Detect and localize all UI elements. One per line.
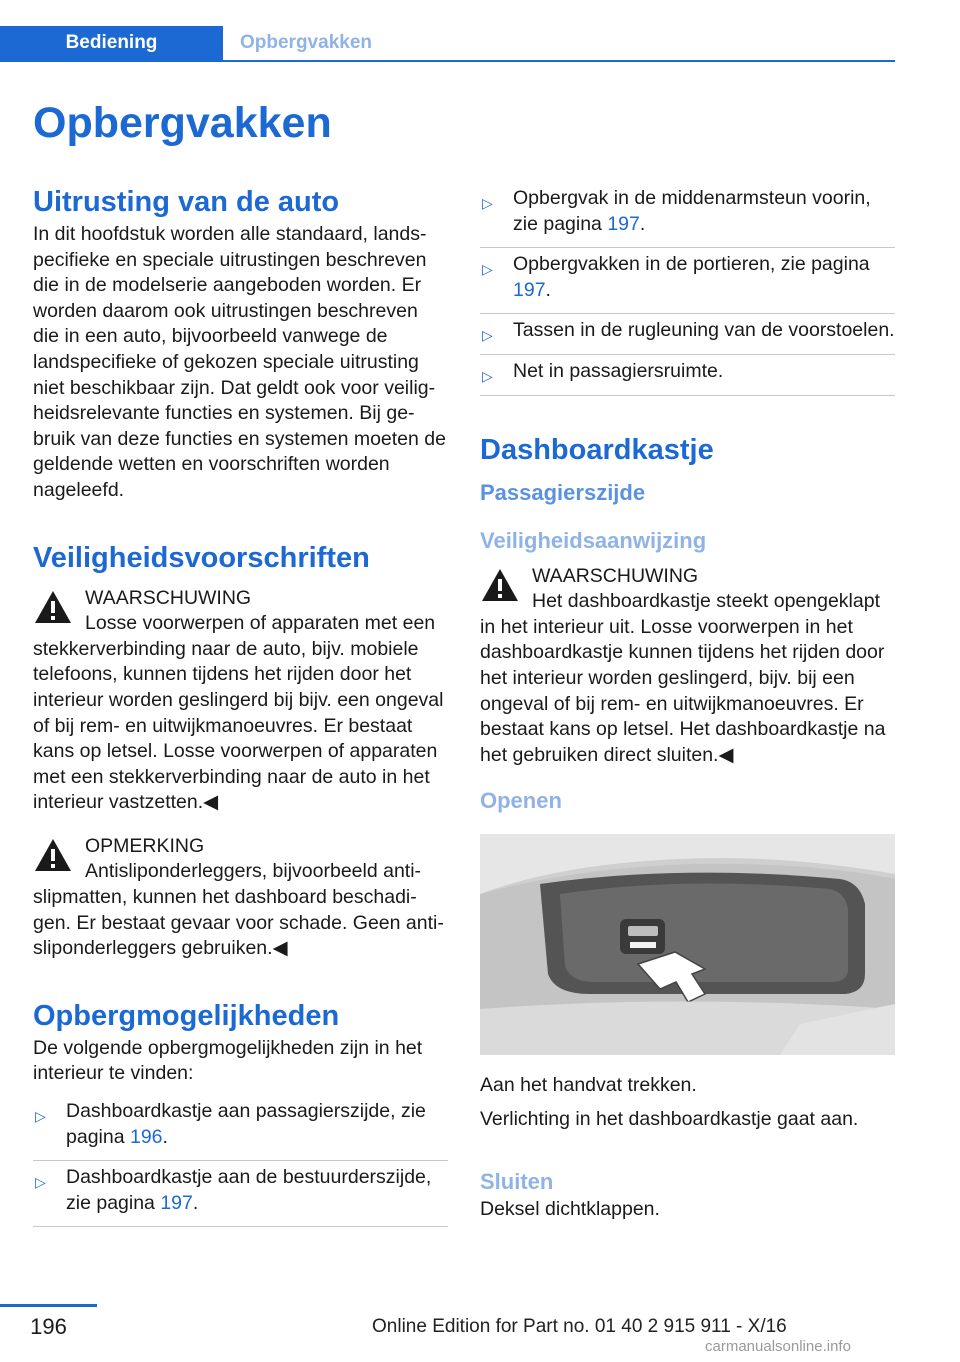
- open-instruction-1: Aan het handvat trekken.: [480, 1074, 697, 1097]
- list-item: ▷ Opbergvakken in de portieren, zie pagina 197.: [480, 248, 895, 314]
- bullet-triangle-icon: ▷: [35, 1108, 46, 1125]
- glovebox-illustration: [480, 834, 895, 1055]
- list-item: ▷ Net in passagiersruimte.: [480, 355, 895, 396]
- tab-opbergvakken[interactable]: Opbergvakken: [240, 32, 372, 53]
- bullet-triangle-icon: ▷: [482, 367, 493, 384]
- section-text-uitrusting: In dit hoofdstuk worden alle standaard, landspecifieke en speciale uitrustingen beschreven die in de modelserie aangeboden worden. Er worden daarom ook uitrustingen beschreven die in een auto, bijvoorbeeld vanwege de landspecifieke of gekozen speciale uitrusting niet beschikbaar zijn. Dat geldt ook voor veiligheidsrelevante functies en systemen. Bij gebruik van deze functies en systemen moeten de geldende wetten en voorschriften worden nageleefd.: [33, 223, 446, 501]
- subheading-sluiten: Sluiten: [480, 1168, 554, 1194]
- page-link[interactable]: 197: [160, 1191, 193, 1214]
- edition-text: Online Edition for Part no. 01 40 2 915 911 - X/16: [372, 1316, 787, 1337]
- list-item: ▷ Tassen in de rugleuning van de voorstoelen.: [480, 314, 895, 355]
- note-block: [33, 834, 448, 962]
- warning-text: Het dashboardkastje steekt opengeklapt in het interieur uit. Losse voorwerpen in het dashboardkastje kunnen tijdens het rijden door het interieur worden geslingerd, bijv. bij een ongeval of bij rem- en uitwijkmanoeuvres. Er bestaat kans op letsel. Het dashboardkastje na het gebruiken direct sluiten.◀: [480, 590, 886, 766]
- footer-divider: [0, 1304, 97, 1307]
- subheading-passagierszijde: Passagierszijde: [480, 479, 646, 505]
- warning-triangle-icon: [33, 837, 73, 873]
- page-number: 196: [30, 1314, 67, 1339]
- bullet-triangle-icon: ▷: [482, 261, 493, 278]
- close-instruction: Deksel dichtklappen.: [480, 1197, 660, 1220]
- subheading-veiligheidsaanwijzing: Veiligheidsaanwijzing: [480, 527, 707, 553]
- header-divider: [0, 60, 895, 62]
- section-heading-veiligheid: Veiligheidsvoorschriften: [33, 541, 370, 574]
- section-heading-dashboardkastje: Dashboardkastje: [480, 433, 714, 466]
- warning-label: WAARSCHUWING: [532, 564, 699, 587]
- list-item: ▷ Opbergvak in de middenarmsteun voorin, zie pagina 197.: [480, 182, 895, 248]
- page-link[interactable]: 197: [607, 212, 640, 235]
- note-label: OPMERKING: [85, 834, 205, 857]
- warning-text: Losse voorwerpen of apparaten met een stekkerverbinding naar de auto, bijv. mobiele telefoons, kunnen tijdens het rijden door het interieur worden geslingerd bij bijv. een ongeval of bij rem- en uitwijkmanoeuvres. Er bestaat kans op letsel. Losse voorwerpen of apparaten met een stekkerverbinding naar de auto in het interieur vastzetten.◀: [33, 612, 444, 814]
- list-item: ▷ Dashboardkastje aan passagierszijde, zie pagina 196.: [33, 1095, 448, 1161]
- list-item: ▷ Dashboardkastje aan de bestuurderszijde, zie pagina 197.: [33, 1161, 448, 1227]
- page-link[interactable]: 196: [129, 1125, 163, 1148]
- bullet-triangle-icon: ▷: [35, 1174, 46, 1191]
- subheading-openen: Openen: [480, 788, 562, 814]
- page-link[interactable]: 197: [513, 278, 546, 301]
- page-header: [0, 0, 895, 62]
- warning-triangle-icon: [33, 589, 73, 625]
- page-title: Opbergvakken: [33, 99, 332, 147]
- bullet-triangle-icon: ▷: [482, 327, 493, 344]
- section-heading-uitrusting: Uitrusting van de auto: [33, 186, 340, 218]
- storage-list-right: [480, 182, 895, 396]
- note-text: Antisliponderleggers, bijvoorbeeld antislipmatten, kunnen het dashboard beschadigen. Er bestaat gevaar voor schade. Geen antisliponderleggers gebruiken.◀: [33, 860, 444, 960]
- glovebox-image: [480, 834, 895, 1055]
- warning-triangle-icon: [480, 567, 520, 603]
- warning-label: WAARSCHUWING: [85, 586, 252, 609]
- open-instruction-2: Verlichting in het dashboardkastje gaat aan.: [480, 1107, 859, 1130]
- right-column: [480, 182, 895, 1222]
- bullet-triangle-icon: ▷: [482, 195, 493, 211]
- watermark: carmanualsonline.info: [705, 1338, 851, 1355]
- tab-bediening[interactable]: Bediening: [0, 26, 223, 60]
- warning-block: [33, 586, 448, 816]
- section-intro-opbergmogelijkheden: De volgende opbergmogelijkheden zijn in het interieur te vinden:: [33, 1036, 423, 1085]
- storage-list-left: [33, 1095, 448, 1227]
- section-heading-opbergmogelijkheden: Opbergmogelijkheden: [33, 999, 340, 1032]
- warning-block: [480, 564, 895, 769]
- left-column: [33, 182, 448, 1227]
